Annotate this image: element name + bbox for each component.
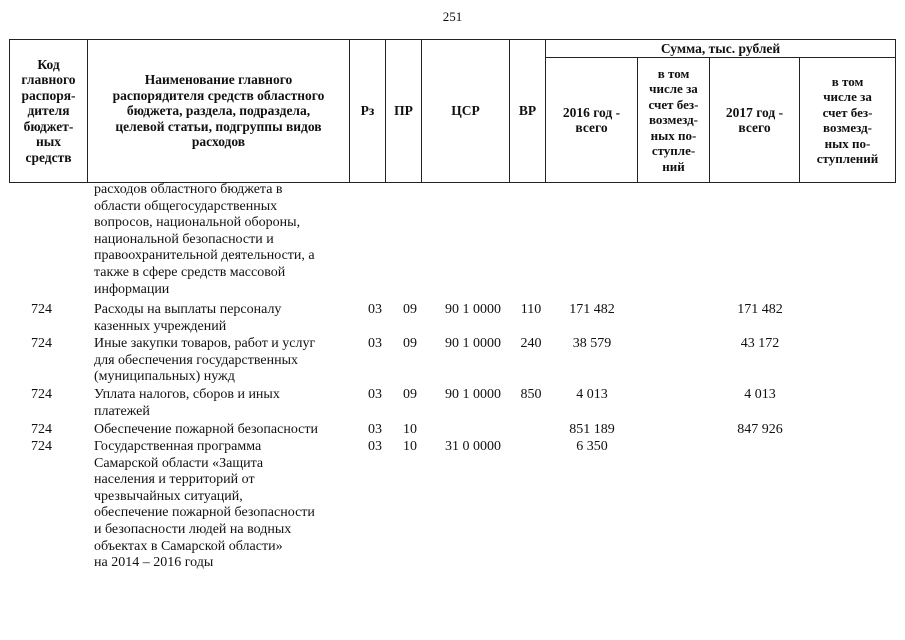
row-pr: 10 (403, 422, 417, 437)
row-sum-2016: 38 579 (572, 336, 612, 351)
row-sum-2016: 851 189 (569, 422, 615, 437)
row-sum-2016: 6 350 (576, 439, 608, 454)
row-name: Расходы на выплаты персоналу казенных учреждений (94, 302, 282, 334)
row-vr: 110 (520, 302, 542, 317)
header-code: Код главного распоря- дителя бюджет- ных средств (10, 40, 88, 183)
row-code: 724 (31, 302, 52, 317)
row-name: Обеспечение пожарной безопасности (94, 422, 319, 437)
row-vr: 850 (520, 387, 542, 402)
row-vr: 240 (520, 336, 542, 351)
row-code: 724 (31, 387, 52, 402)
header-pr: ПР (386, 40, 422, 183)
row-pr: 09 (403, 336, 417, 351)
row-pr: 10 (403, 439, 417, 454)
row-rz: 03 (368, 387, 382, 402)
header-2017-total: 2017 год - всего (710, 58, 800, 183)
header-2017-gratuitous: в том числе за счет без- возмезд- ных по- ступлений (800, 58, 896, 183)
header-2016-gratuitous: в том числе за счет без- возмезд- ных по- ступле- ний (638, 58, 710, 183)
row-csr: 90 1 0000 (445, 336, 501, 351)
header-vr: ВР (510, 40, 546, 183)
row-rz: 03 (368, 422, 382, 437)
row-sum-2017: 4 013 (744, 387, 776, 402)
row-rz: 03 (368, 302, 382, 317)
row-pr: 09 (403, 387, 417, 402)
row-code: 724 (31, 422, 52, 437)
row-name: Уплата налогов, сборов и иных платежей (94, 387, 280, 419)
row-pr: 09 (403, 302, 417, 317)
table-header (9, 39, 896, 183)
row-csr: 90 1 0000 (445, 387, 501, 402)
row-sum-2017: 43 172 (740, 336, 780, 351)
header-csr: ЦСР (422, 40, 510, 183)
row-sum-2017: 171 482 (737, 302, 783, 317)
row-name: Государственная программа Самарской области «Защита населения и территорий от чрезвычайных ситуаций, обеспечение пожарной безопасности и безопасности людей на водных объектах в Самарской области» на 2014 – 2016 годы (94, 439, 315, 571)
row-csr: 90 1 0000 (445, 302, 501, 317)
row-code: 724 (31, 336, 52, 351)
row-csr: 31 0 0000 (445, 439, 501, 454)
header-name: Наименование главного распорядителя средств областного бюджета, раздела, подраздела, целевой статьи, подгруппы видов расходов (88, 40, 350, 183)
row-sum-2016: 171 482 (569, 302, 615, 317)
row-rz: 03 (368, 336, 382, 351)
row-rz: 03 (368, 439, 382, 454)
header-sum-title: Сумма, тыс. рублей (546, 40, 896, 58)
page-number: 251 (442, 9, 463, 24)
row-code: 724 (31, 439, 52, 454)
header-rz: Рз (350, 40, 386, 183)
row-sum-2016: 4 013 (576, 387, 608, 402)
row-name: расходов областного бюджета в области общегосударственных вопросов, национальной обороны, национальной безопасности и правоохранительной деятельности, а также в сфере средств массовой информации (94, 182, 315, 297)
row-sum-2017: 847 926 (737, 422, 783, 437)
row-name: Иные закупки товаров, работ и услуг для обеспечения государственных (муниципальных) нужд (94, 336, 316, 385)
header-2016-total: 2016 год - всего (546, 58, 638, 183)
